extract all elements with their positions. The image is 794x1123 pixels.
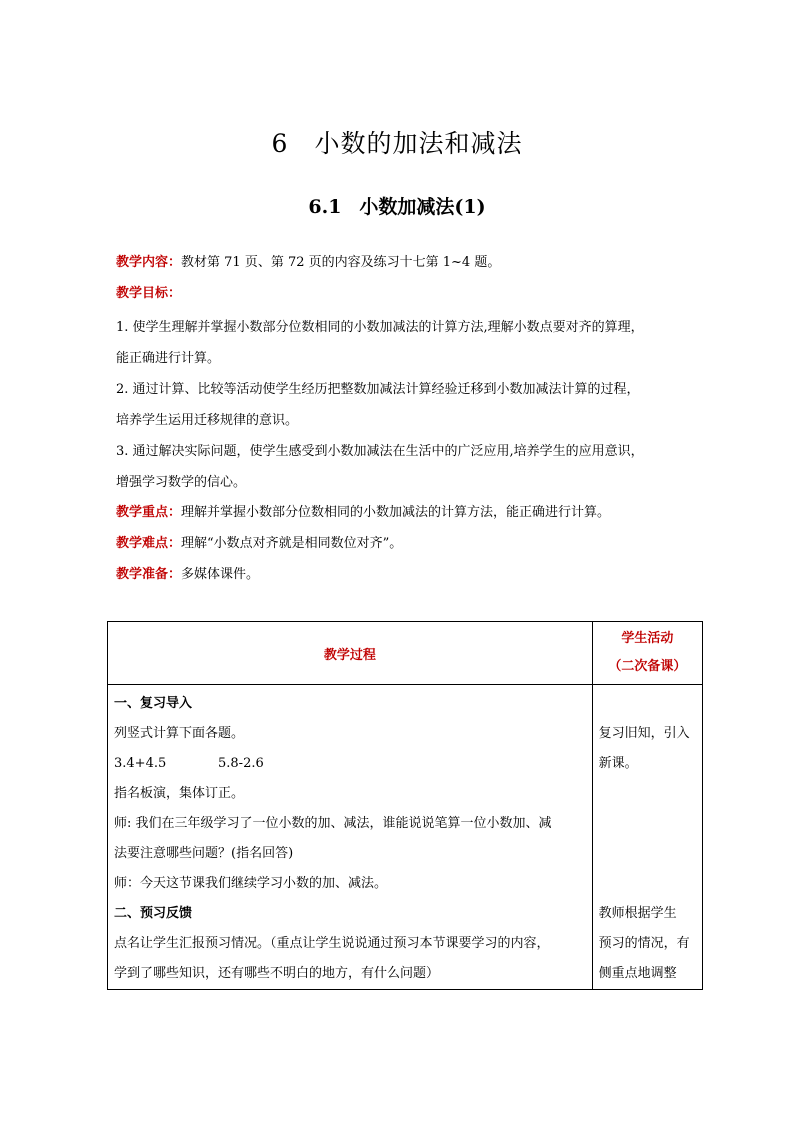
process-line: 法要注意哪些问题？(指名回答) bbox=[114, 846, 294, 861]
calc-problem-1: 3.4+4.5 bbox=[114, 756, 167, 771]
calc-problem-2: 5.8-2.6 bbox=[218, 756, 264, 771]
header-student-activity bbox=[592, 622, 702, 685]
chapter-name: 小数的加法和减法 bbox=[314, 129, 523, 158]
teaching-difficulty-text: 理解“小数点对齐就是相同数位对齐”。 bbox=[181, 536, 403, 551]
goal-item-1-line2: 能正确进行计算。 bbox=[116, 351, 221, 366]
process-line: 点名让学生汇报预习情况。（重点让学生说说通过预习本节课要学习的内容， bbox=[114, 936, 550, 951]
table-body-row bbox=[108, 685, 703, 990]
process-line: 师：今天这节课我们继续学习小数的加、减法。 bbox=[114, 876, 388, 891]
lesson-name: 小数加减法(1) bbox=[359, 196, 486, 218]
table-header-row bbox=[108, 622, 703, 685]
side-note-line: 新课。 bbox=[598, 756, 638, 771]
goal-item-3-line1: 3. 通过解决实际问题，使学生感受到小数加减法在生活中的广泛应用,培养学生的应用意识， bbox=[116, 444, 644, 459]
lesson-title bbox=[0, 192, 794, 219]
process-line: 学到了哪些知识，还有哪些不明白的地方，有什么问题） bbox=[114, 966, 440, 981]
process-line: 师: 我们在三年级学习了一位小数的加、减法，谁能说说笔算一位小数加、减 bbox=[114, 816, 552, 831]
goal-item-2-line2: 培养学生运用迁移规律的意识。 bbox=[116, 413, 299, 428]
spacer bbox=[599, 689, 696, 719]
teaching-content-text: 教材第 71 页、第 72 页的内容及练习十七第 1~4 题。 bbox=[181, 255, 501, 270]
teaching-preparation bbox=[116, 565, 706, 585]
teaching-focus bbox=[116, 503, 706, 523]
header-side-line1: 学生活动 bbox=[621, 631, 674, 646]
teaching-preparation-label: 教学准备： bbox=[116, 567, 182, 582]
side-note-line: 侧重点地调整 bbox=[598, 966, 677, 981]
header-side-line2: （二次备课） bbox=[608, 659, 687, 674]
process-line: 列竖式计算下面各题。 bbox=[114, 726, 245, 741]
goal-item-2-line1: 2. 通过计算、比较等活动使学生经历把整数加减法计算经验迁移到小数加减法计算的过程， bbox=[116, 382, 640, 397]
student-activity-cell bbox=[592, 685, 702, 990]
teaching-goals-label: 教学目标： bbox=[116, 286, 182, 301]
teaching-focus-label: 教学重点： bbox=[116, 505, 182, 520]
calc-problems bbox=[114, 749, 586, 779]
lesson-number: 6.1 bbox=[308, 196, 342, 218]
section-heading-preview: 二、预习反馈 bbox=[114, 906, 193, 921]
teaching-focus-text: 理解并掌握小数部分位数相同的小数加减法的计算方法，能正确进行计算。 bbox=[181, 505, 611, 520]
side-note-line: 教师根据学生 bbox=[598, 906, 677, 921]
section-heading-review: 一、复习导入 bbox=[114, 696, 193, 711]
header-teaching-process: 教学过程 bbox=[108, 622, 593, 685]
teaching-content-label: 教学内容： bbox=[116, 255, 182, 270]
teaching-preparation-text: 多媒体课件。 bbox=[181, 567, 260, 582]
teaching-difficulty-label: 教学难点： bbox=[116, 536, 182, 551]
side-note-line: 预习的情况，有 bbox=[598, 936, 690, 951]
teaching-content bbox=[116, 253, 706, 273]
side-note-line: 复习旧知，引入 bbox=[598, 726, 690, 741]
process-line: 指名板演，集体订正。 bbox=[114, 786, 245, 801]
spacer bbox=[599, 779, 696, 899]
goal-item-1-line1: 1. 使学生理解并掌握小数部分位数相同的小数加减法的计算方法,理解小数点要对齐的算理， bbox=[116, 320, 644, 335]
goal-item-3-line2: 增强学习数学的信心。 bbox=[116, 475, 247, 490]
teaching-difficulty bbox=[116, 534, 706, 554]
teaching-process-table bbox=[107, 621, 703, 990]
chapter-number: 6 bbox=[271, 129, 289, 158]
process-content-cell bbox=[108, 685, 593, 990]
teaching-goals-heading bbox=[116, 284, 706, 304]
chapter-title bbox=[0, 124, 794, 160]
